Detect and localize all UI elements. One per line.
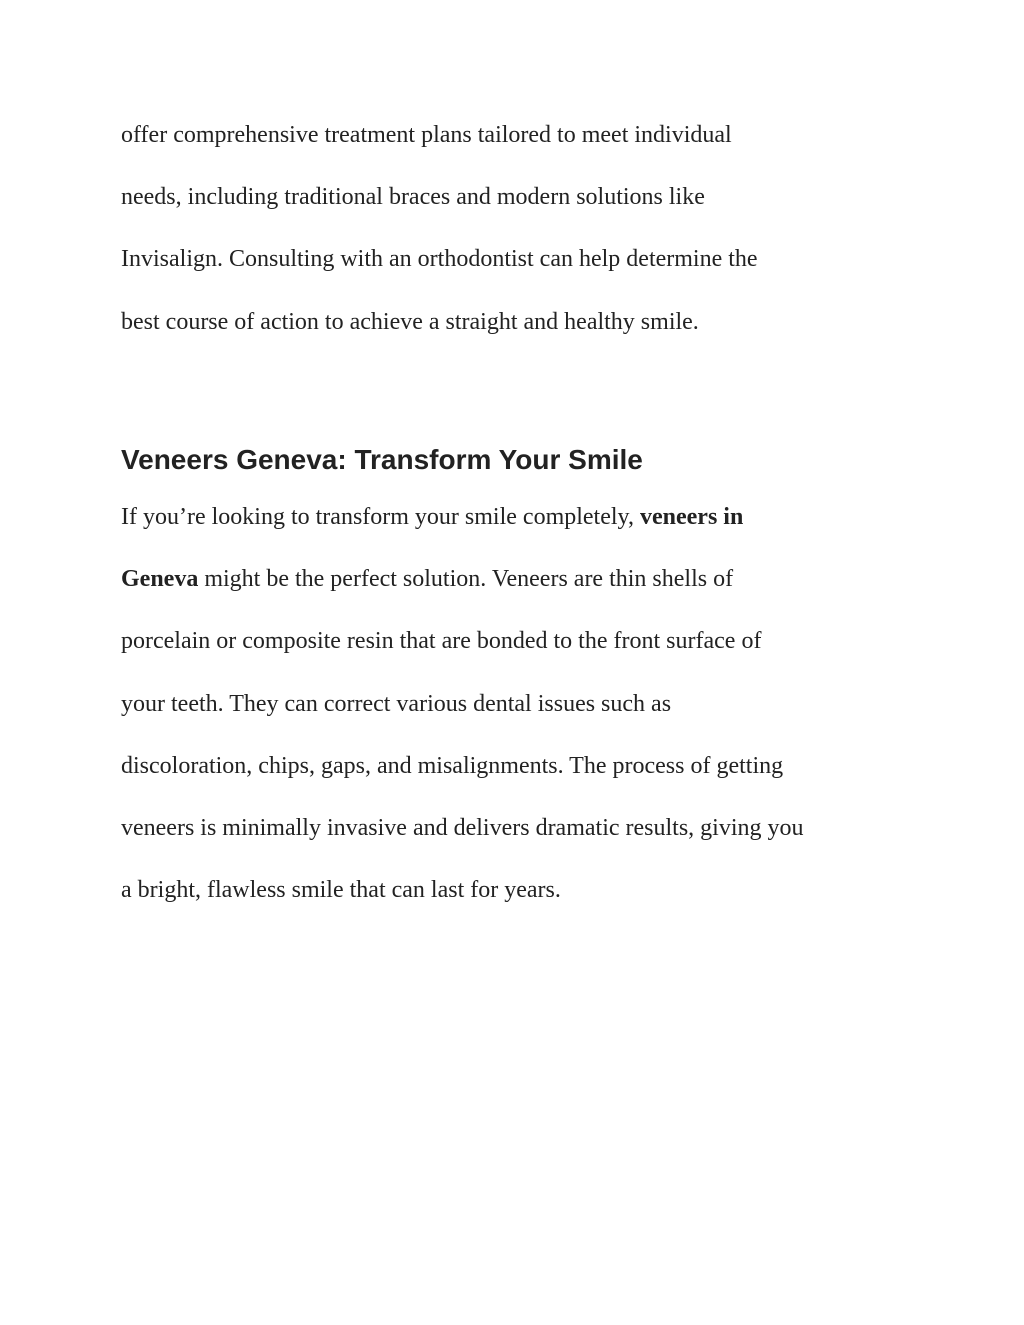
paragraph-line	[121, 567, 733, 591]
paragraph-line: porcelain or composite resin that are bonded to the front surface of	[121, 628, 762, 654]
paragraph-line: veneers is minimally invasive and delivers dramatic results, giving you	[121, 815, 804, 841]
line-text: might be the perfect solution. Veneers are thin shells of	[198, 566, 734, 592]
paragraph-line: offer comprehensive treatment plans tailored to meet individual	[121, 122, 732, 148]
paragraph-line: a bright, flawless smile that can last for years.	[121, 877, 561, 903]
bold-keyword: Geneva	[121, 566, 199, 592]
paragraph-line: needs, including traditional braces and modern solutions like	[121, 184, 705, 210]
bold-keyword: veneers in	[640, 504, 744, 530]
paragraph-line: best course of action to achieve a straight and healthy smile.	[121, 309, 699, 335]
line-text: If you’re looking to transform your smile completely,	[121, 504, 640, 530]
section-heading: Veneers Geneva: Transform Your Smile	[121, 444, 643, 475]
paragraph-line: your teeth. They can correct various dental issues such as	[121, 691, 672, 717]
paragraph-line: Invisalign. Consulting with an orthodontist can help determine the	[121, 246, 758, 272]
paragraph-line: discoloration, chips, gaps, and misalignments. The process of getting	[121, 753, 784, 779]
paragraph-line	[121, 505, 743, 529]
